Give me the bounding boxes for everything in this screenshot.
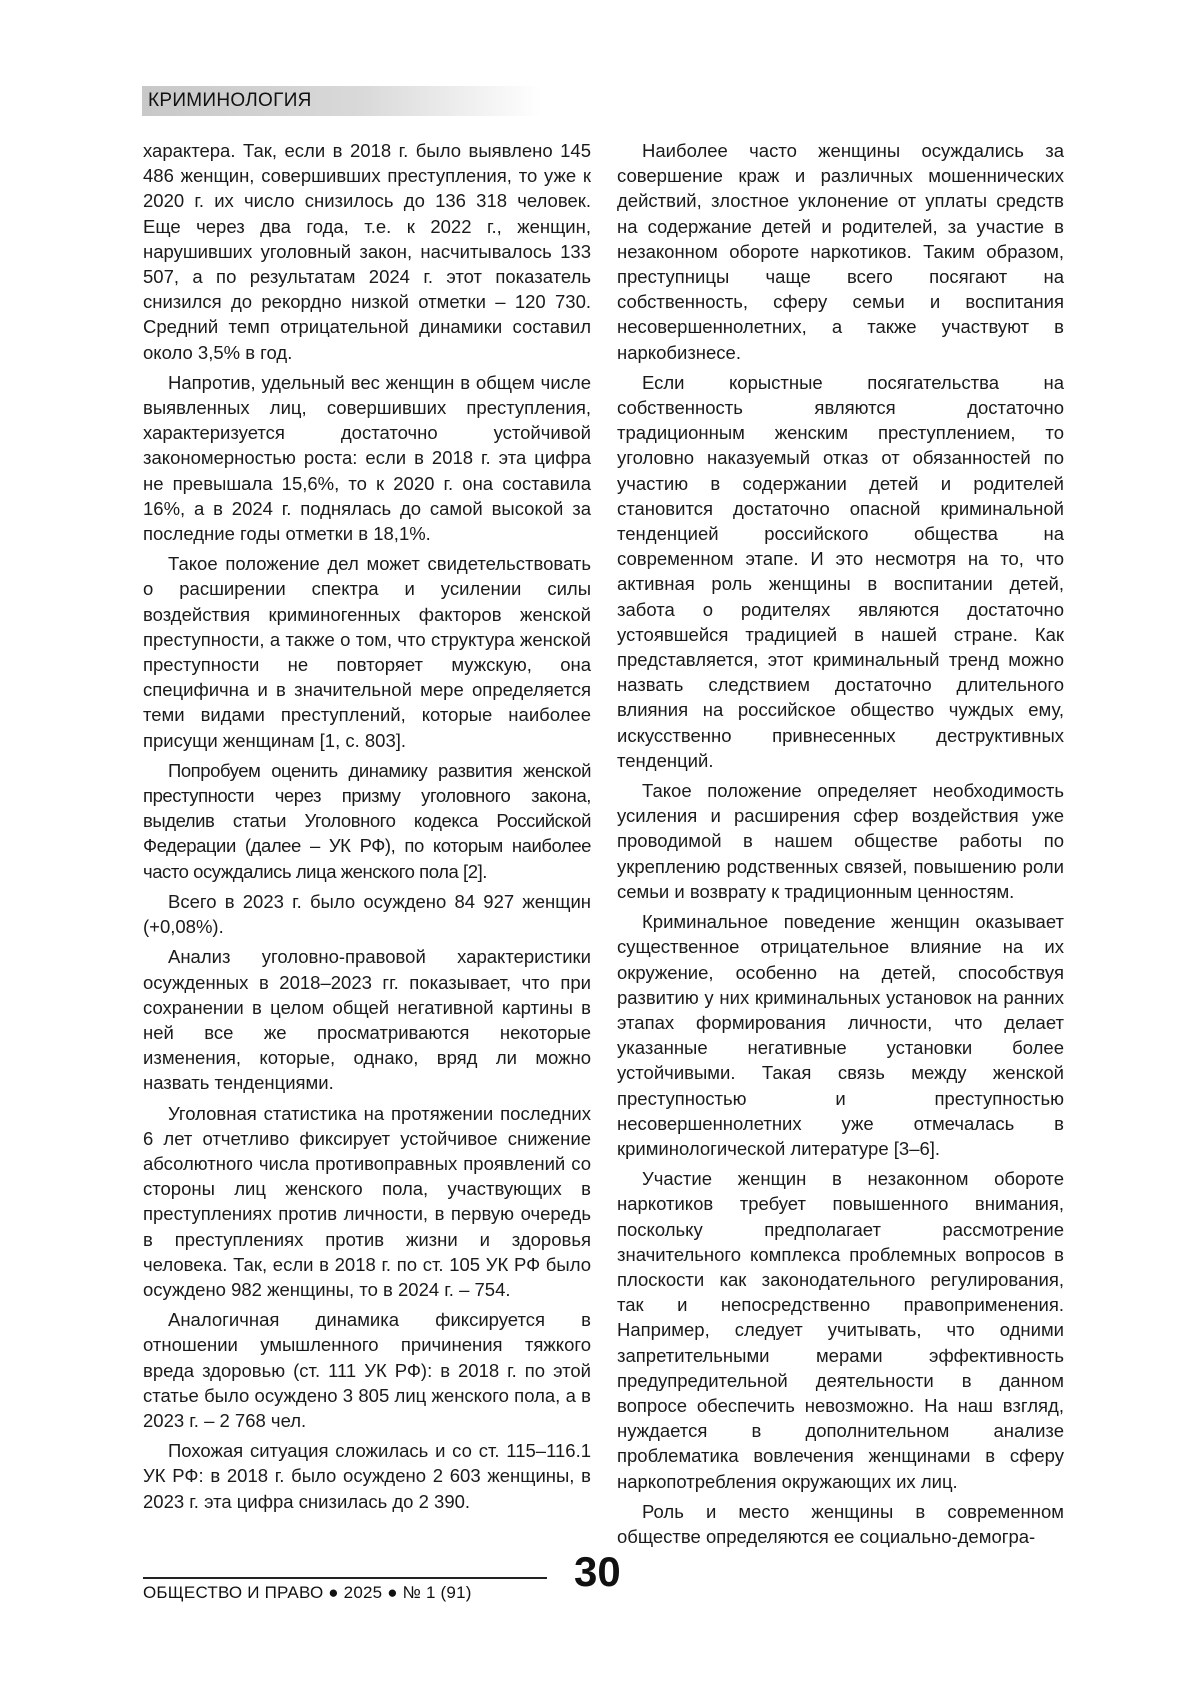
page-number: 30 — [574, 1548, 621, 1595]
section-title: КРИМИНОЛОГИЯ — [148, 90, 312, 111]
paragraph: Наиболее часто женщины осуждались за совершение краж и различных мошеннических действий, злостное уклонение от уплаты средств на содержание детей и родителей, за участие в незаконном обороте наркотиков. Таким образом, преступницы чаще всего посягают на собственность, сферу семьи и воспитания несовершеннолетних, а также участвуют в наркобизнесе. — [617, 140, 1064, 363]
paragraph: Всего в 2023 г. было осуждено 84 927 женщин (+0,08%). — [143, 890, 591, 938]
paragraph: Такое положение определяет необходимость усиления и расширения сфер воздействия уже проводимой в нашем обществе работы по укреплению родственных связей, повышению роли семьи и возврату к традиционным ценностям. — [617, 780, 1064, 902]
footer-divider — [143, 1577, 547, 1579]
paragraph: Уголовная статистика на протяжении последних 6 лет отчетливо фиксирует устойчивое снижение абсолютного числа противоправных проявлений со стороны лиц женского пола, участвующих в преступлениях против личности, в первую очередь в преступлениях против жизни и здоровья человека. Так, если в 2018 г. по ст. 105 УК РФ было осуждено 982 женщины, то в 2024 г. – 754. — [143, 1102, 591, 1300]
paragraph: Криминальное поведение женщин оказывает существенное отрицательное влияние на их окружение, особенно на детей, способствуя развитию у них криминальных установок на ранних этапах формирования личности, что делает указанные негативные установки более устойчивыми. Такая связь между женской преступностью и преступностью несовершеннолетних уже отмечалась в криминологической литературе [3–6]. — [617, 911, 1064, 1159]
paragraph: Если корыстные посягательства на собственность являются достаточно традиционным женским преступлением, то уголовно наказуемый отказ от обязанностей по участию в содержании детей и родителей становится достаточно опасной криминальной тенденцией российского общества на современном этапе. И это несмотря на то, что активная роль женщины в воспитании детей, забота о родителях являются достаточно устоявшейся традицией в нашей стране. Как представляется, этот криминальный тренд можно назвать следствием достаточно длительного влияния на российское общество чуждых ему, искусственно привнесенных деструктивных тенденций. — [617, 371, 1064, 771]
section-header — [142, 86, 542, 116]
paragraph: Участие женщин в незаконном обороте наркотиков требует повышенного внимания, поскольку предполагает рассмотрение значительного комплекса проблемных вопросов в плоскости как законодательного регулирования, так и непосредственно правоприменения. Например, следует учитывать, что одними запретительными мерами эффективность предупредительной деятельности в данном вопросе обеспечить невозможно. На наш взгляд, нуждается в дополнительном анализе проблематика вовлечения женщинами в сферу наркопотребления окружающих их лиц. — [617, 1168, 1064, 1492]
paragraph: Аналогичная динамика фиксируется в отношении умышленного причинения тяжкого вреда здоровью (ст. 111 УК РФ): в 2018 г. по этой статье было осуждено 3 805 лиц женского пола, а в 2023 г. – 2 768 чел. — [143, 1309, 591, 1431]
paragraph: характера. Так, если в 2018 г. было выявлено 145 486 женщин, совершивших преступления, то уже к 2020 г. их число снизилось до 136 318 человек. Еще через два года, т.е. к 2022 г., женщин, нарушивших уголовный закон, насчитывалось 133 507, а по результатам 2024 г. этот показатель снизился до рекордно низкой отметки – 120 730. Средний темп отрицательной динамики составил около 3,5% в год. — [143, 140, 591, 363]
paragraph: Попробуем оценить динамику развития женской преступности через призму уголовного закона, выделив статьи Уголовного кодекса Российской Федерации (далее – УК РФ), по которым наиболее часто осуждались лица женского пола [2]. — [143, 759, 591, 882]
paragraph: Роль и место женщины в современном обществе определяются ее социально-демогра- — [617, 1500, 1064, 1547]
left-column — [143, 138, 591, 1519]
right-column — [617, 138, 1064, 1554]
paragraph: Напротив, удельный вес женщин в общем числе выявленных лиц, совершивших преступления, характеризуется достаточно устойчивой закономерностью роста: если в 2018 г. эта цифра не превышала 15,6%, то к 2020 г. она составила 16%, а в 2024 г. поднялась до самой высокой за последние годы отметки в 18,1%. — [143, 371, 591, 545]
paragraph: Анализ уголовно-правовой характеристики осужденных в 2018–2023 гг. показывает, что при сохранении в целом общей негативной картины в ней все же просматриваются некоторые изменения, которые, однако, вряд ли можно назвать тенденциями. — [143, 946, 591, 1094]
paragraph: Такое положение дел может свидетельствовать о расширении спектра и усилении силы воздействия криминогенных факторов женской преступности, а также о том, что структура женской преступности не повторяет мужскую, она специфична и в значительной мере определяется теми видами преступлений, которые наиболее присущи женщинам [1, с. 803]. — [143, 553, 591, 751]
paragraph: Похожая ситуация сложилась и со ст. 115–116.1 УК РФ: в 2018 г. было осуждено 2 603 женщины, в 2023 г. эта цифра снизилась до 2 390. — [143, 1440, 591, 1512]
journal-info: ОБЩЕСТВО И ПРАВО ● 2025 ● № 1 (91) — [143, 1583, 472, 1602]
